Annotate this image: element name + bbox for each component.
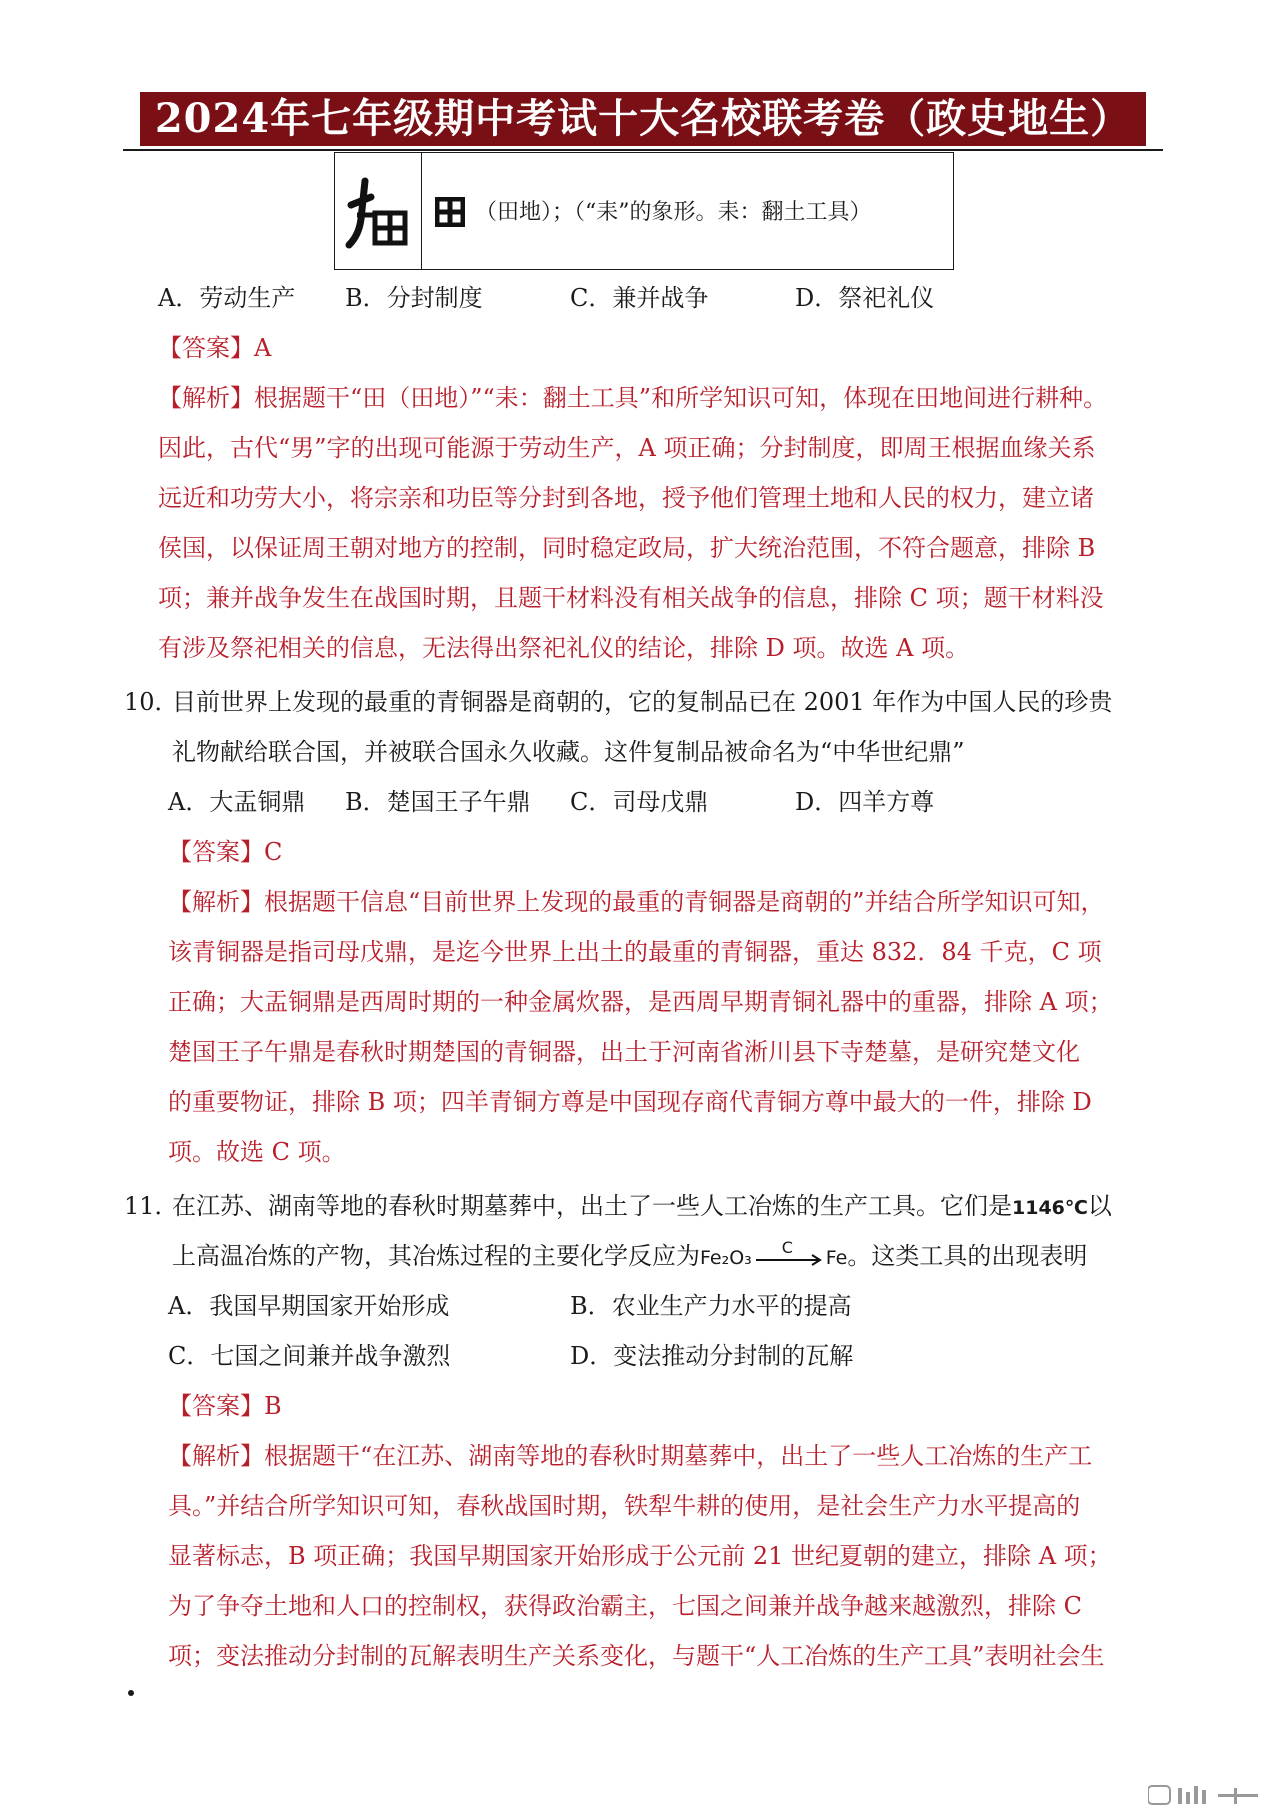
q11-analysis-line: 【解析】根据题干“在江苏、湖南等地的春秋时期墓葬中，出土了一些人工冶炼的生产工 (168, 1442, 1093, 1470)
q10-option-c: C．司母戊鼎 (570, 788, 709, 816)
q11-stem-text: 在江苏、湖南等地的春秋时期墓葬中，出土了一些人工冶炼的生产工具。它们是 (172, 1192, 1012, 1220)
q9-option-c: C．兼并战争 (570, 284, 709, 312)
q11-analysis-line: 具。”并结合所学知识可知，春秋战国时期，铁犁牛耕的使用，是社会生产力水平提高的 (168, 1492, 1081, 1520)
q10-option-a: A．大盂铜鼎 (168, 788, 306, 816)
ancient-character-cell (335, 153, 422, 269)
character-table (334, 152, 954, 270)
q11-option-a: A．我国早期国家开始形成 (168, 1292, 450, 1320)
q11-stem-text: 。这类工具的出现表明 (847, 1242, 1088, 1270)
q11-option-d: D．变法推动分封制的瓦解 (570, 1342, 854, 1370)
q11-stem-text: 以 (1087, 1192, 1112, 1220)
field-glyph-icon (435, 197, 465, 227)
q10-analysis-line: 正确；大盂铜鼎是西周时期的一种金属炊器，是西周早期青铜礼器中的重器，排除 A 项； (168, 988, 1113, 1016)
q10-stem-line: 目前世界上发现的最重的青铜器是商朝的，它的复制品已在 2001 年作为中国人民的珍贵 (172, 688, 1113, 716)
q11-number: 11． (124, 1192, 179, 1220)
reaction-catalyst: C (781, 1237, 793, 1257)
q10-number: 10． (124, 688, 179, 716)
q9-option-a: A．劳动生产 (158, 284, 296, 312)
q9-option-b: B．分封制度 (345, 284, 483, 312)
chem-product: Fe (825, 1247, 848, 1269)
q11-stem-line-2 (172, 1237, 1088, 1274)
watermark-logo-icon (1148, 1784, 1268, 1806)
q10-analysis-line: 楚国王子午鼎是春秋时期楚国的青铜器，出土于河南省淅川县下寺楚墓，是研究楚文化 (168, 1038, 1080, 1066)
q11-option-c: C．七国之间兼并战争激烈 (168, 1342, 451, 1370)
q9-option-d: D．祭祀礼仪 (795, 284, 935, 312)
nan-oracle-glyph-icon (345, 175, 411, 249)
reaction-arrow (754, 1237, 824, 1268)
q10-answer: 【答案】C (168, 838, 283, 866)
q9-analysis-line: 有涉及祭祀相关的信息，无法得出祭祀礼仪的结论，排除 D 项。故选 A 项。 (158, 634, 970, 662)
q10-option-d: D．四羊方尊 (795, 788, 935, 816)
q11-analysis-line: 项；变法推动分封制的瓦解表明生产关系变化，与题干“人工冶炼的生产工具”表明社会生 (168, 1642, 1105, 1670)
q10-option-b: B．楚国王子午鼎 (345, 788, 531, 816)
q10-stem-line: 礼物献给联合国，并被联合国永久收藏。这件复制品被命名为“中华世纪鼎” (172, 738, 965, 766)
q9-answer: 【答案】A (158, 334, 272, 362)
q11-stem-text: 上高温冶炼的产物，其冶炼过程的主要化学反应为 (172, 1242, 700, 1270)
q11-option-b: B．农业生产力水平的提高 (570, 1292, 852, 1320)
q11-temperature: 1146℃ (1012, 1197, 1088, 1219)
q11-answer: 【答案】B (168, 1392, 282, 1420)
title-underline (123, 149, 1163, 151)
q10-analysis-line: 的重要物证，排除 B 项；四羊青铜方尊是中国现存商代青铜方尊中最大的一件，排除 D (168, 1088, 1092, 1116)
q9-analysis-line: 远近和功劳大小，将宗亲和功臣等分封到各地，授予他们管理土地和人民的权力，建立诸 (158, 484, 1094, 512)
character-explanation: （田地）；（“耒”的象形。耒：翻土工具） (475, 200, 872, 225)
q11-analysis-line: 显著标志，B 项正确；我国早期国家开始形成于公元前 21 世纪夏朝的建立，排除 A 项； (168, 1542, 1112, 1570)
page-dot (128, 1690, 134, 1696)
q10-analysis-line: 项。故选 C 项。 (168, 1138, 346, 1166)
q10-analysis-line: 【解析】根据题干信息“目前世界上发现的最重的青铜器是商朝的”并结合所学知识可知， (168, 888, 1105, 916)
q9-analysis-line: 【解析】根据题干“田（田地）”“耒：翻土工具”和所学知识可知，体现在田地间进行耕种。 (158, 384, 1108, 412)
page-title: 2024年七年级期中考试十大名校联考卷（政史地生） (140, 92, 1146, 146)
q9-analysis-line: 侯国，以保证周王朝对地方的控制，同时稳定政局，扩大统治范围，不符合题意，排除 B (158, 534, 1096, 562)
right-arrow-icon (754, 1250, 824, 1270)
q11-stem-line-1 (172, 1190, 1112, 1224)
q10-analysis-line: 该青铜器是指司母戊鼎，是迄今世界上出土的最重的青铜器，重达 832．84 千克，C 项 (168, 938, 1102, 966)
chem-reactant: Fe₂O₃ (700, 1247, 752, 1269)
q11-analysis-line: 为了争夺土地和人口的控制权，获得政治霸主，七国之间兼并战争越来越激烈，排除 C (168, 1592, 1082, 1620)
q9-analysis-line: 因此，古代“男”字的出现可能源于劳动生产，A 项正确；分封制度，即周王根据血缘关系 (158, 434, 1096, 462)
q9-analysis-line: 项；兼并战争发生在战国时期，且题干材料没有相关战争的信息，排除 C 项；题干材料没 (158, 584, 1104, 612)
